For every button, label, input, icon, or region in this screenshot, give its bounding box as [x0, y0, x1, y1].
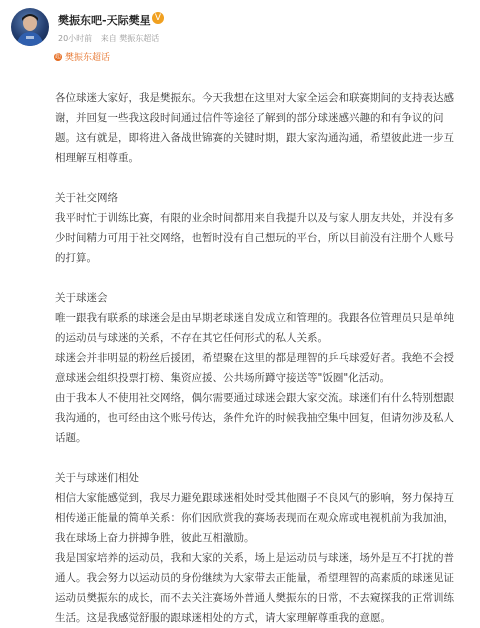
social-line: 的打算。: [55, 252, 97, 264]
section-title-fanclub: 关于球迷会: [55, 292, 108, 304]
getalong-line: 生活。这是我感觉舒服的跟球迷相处的方式，请大家理解尊重我的意愿。: [55, 612, 391, 624]
intro-line: 各位球迷大家好，我是樊振东。今天我想在这里对大家全运会和联赛期间的支持表达感: [55, 92, 454, 104]
post-meta: [58, 33, 165, 44]
section-title-social: 关于社交网络: [55, 192, 118, 204]
getalong-line: 相传递正能量的简单关系：你们因欣赏我的赛场表现而在观众席或电视机前为我加油，: [55, 512, 454, 524]
user-name[interactable]: 樊振东吧-天际樊星: [58, 14, 151, 27]
getalong-line: 我在球场上奋力拼搏争胜，彼此互相激励。: [55, 532, 255, 544]
avatar[interactable]: [11, 8, 49, 46]
fanclub-line: 由于我本人不使用社交网络，偶尔需要通过球迷会跟大家交流。球迷们有什么特别想跟: [55, 392, 454, 404]
intro-line: 相理解互相尊重。: [55, 152, 139, 164]
post-header: [0, 0, 480, 72]
fanclub-line: 的运动员与球迷的关系，不存在其它任何形式的私人关系。: [55, 332, 328, 344]
social-line: 我平时忙于训练比赛，有限的业余时间都用来自我提升以及与家人朋友共处，并没有多: [55, 212, 454, 224]
fanclub-line: 唯一跟我有联系的球迷会是由早期老球迷自发成立和管理的。我跟各位管理员只是单纯: [55, 312, 454, 324]
fanclub-line: 球迷会并非明显的粉丝后援团，希望聚在这里的都是理智的乒乓球爱好者。我绝不会授: [55, 352, 454, 364]
post-body: [55, 88, 475, 628]
verified-icon: V: [152, 12, 164, 24]
fanclub-line: 意球迷会组织投票打榜、集资应援、公共场所蹲守接送等"饭圈"化活动。: [55, 372, 391, 384]
post-source[interactable]: 来自 樊振东超话: [100, 34, 160, 43]
topic-tag-label: 樊振东超话: [65, 53, 111, 63]
topic-tag[interactable]: [54, 50, 110, 63]
intro-line: 谢，并回复一些我这段时间通过信件等途径了解到的部分球迷感兴趣的和有争议的问: [55, 112, 444, 124]
fanclub-line: 我沟通的，也可经由这个账号传达，条件允许的时候我抽空集中回复，但请勿涉及私人: [55, 412, 454, 424]
getalong-line: 我是国家培养的运动员，我和大家的关系，场上是运动员与球迷，场外是互不打扰的普: [55, 552, 454, 564]
social-line: 少时间精力可用于社交网络，也暂时没有自己想玩的平台，所以目前没有注册个人账号: [55, 232, 454, 244]
post-time: 20小时前: [58, 34, 93, 43]
getalong-line: 通人。我会努力以运动员的身份继续为大家带去正能量，希望理智的高素质的球迷见证: [55, 572, 454, 584]
section-title-getalong: 关于与球迷们相处: [55, 472, 139, 484]
topic-icon: 超: [54, 52, 61, 60]
getalong-line: 相信大家能感觉到，我尽力避免跟球迷相处时受其他圈子不良风气的影响，努力保持互: [55, 492, 454, 504]
fanclub-line: 话题。: [55, 432, 87, 444]
intro-line: 题。这有就是，即将进入备战世锦赛的关键时期，跟大家沟通沟通，希望彼此进一步互: [55, 132, 454, 144]
getalong-line: 运动员樊振东的成长，而不去关注赛场外普通人樊振东的日常，不去窥探我的正常训练: [55, 592, 454, 604]
avatar-image: [11, 8, 49, 46]
